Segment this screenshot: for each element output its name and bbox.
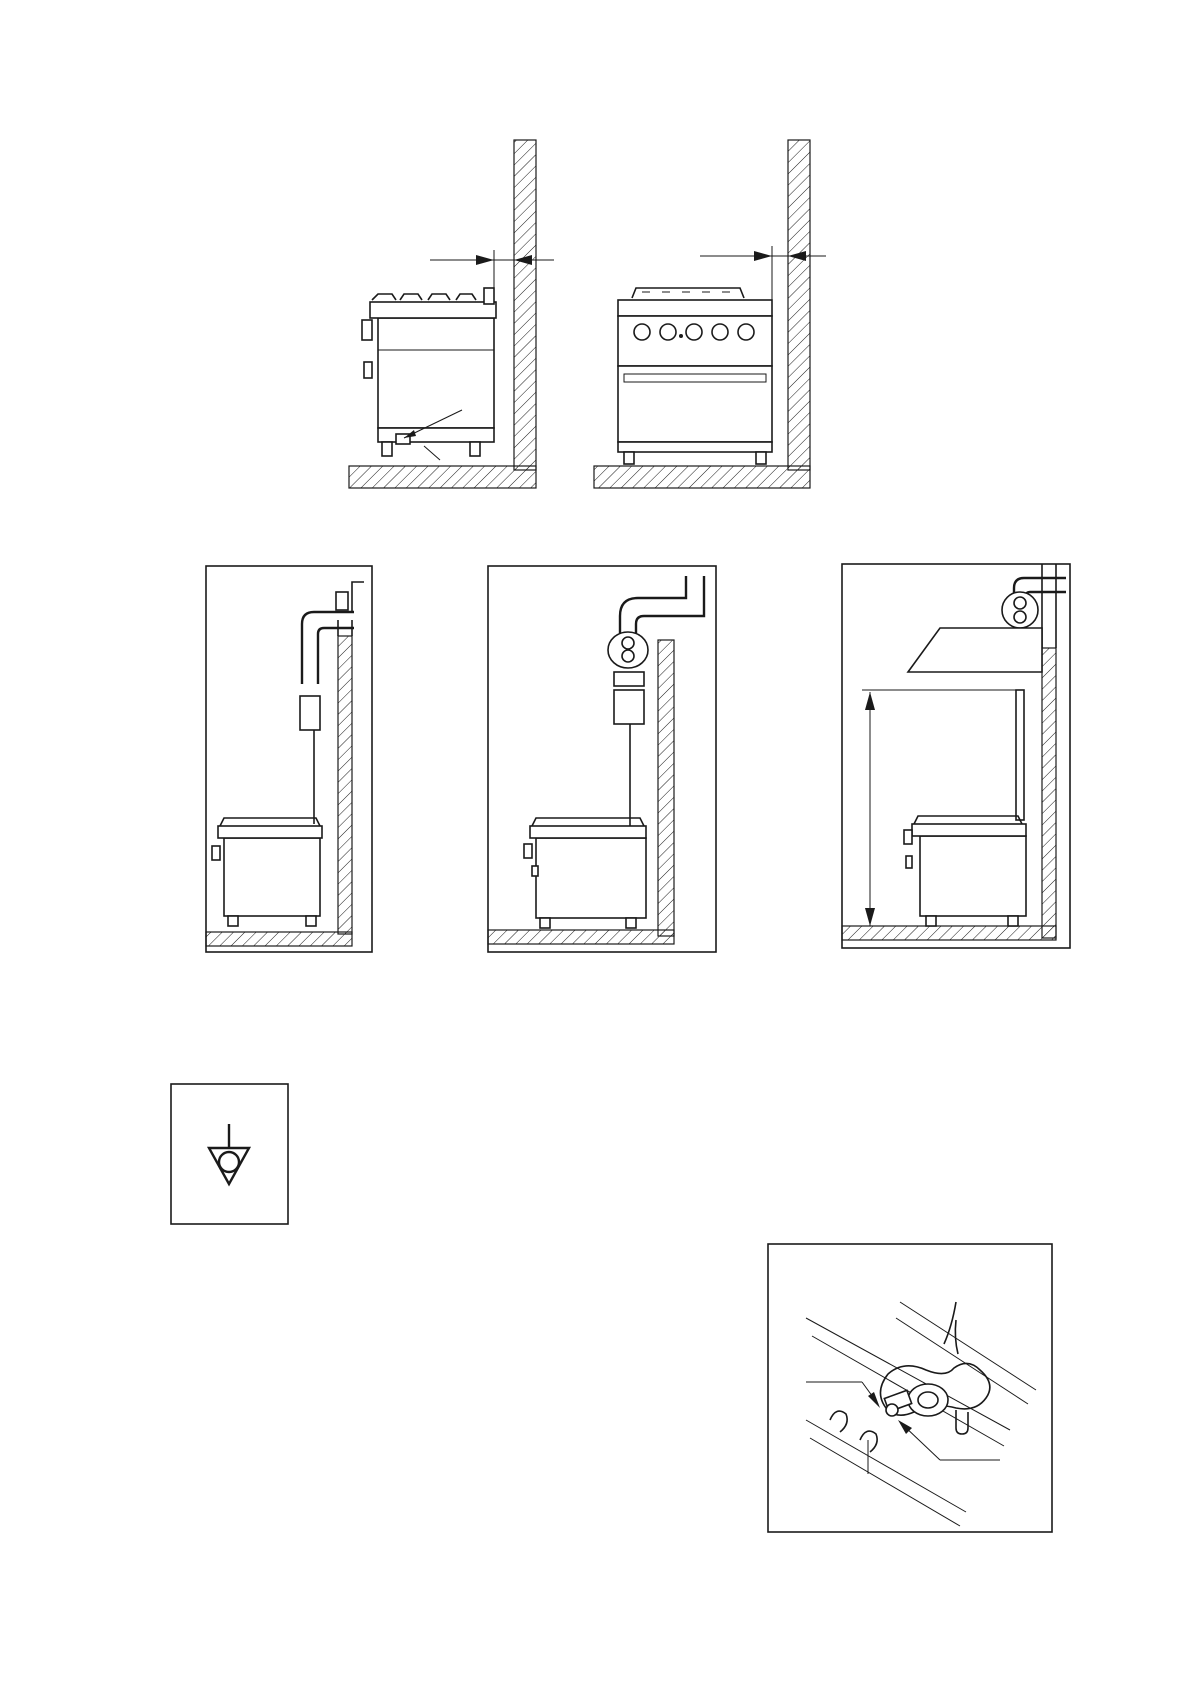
wall — [1042, 648, 1056, 938]
cooker-front — [618, 288, 772, 464]
wall — [788, 140, 810, 470]
cooker — [524, 818, 646, 928]
floor — [594, 466, 810, 488]
ventilation-extractor-hood — [842, 564, 1070, 948]
equipotential-bonding-icon — [171, 1084, 288, 1224]
cooker — [904, 816, 1026, 926]
floor — [206, 932, 352, 946]
ventilation-direct-flue — [206, 566, 372, 952]
floor — [488, 930, 674, 944]
cooker-side — [362, 288, 496, 460]
extractor-hood — [908, 628, 1042, 672]
floor — [842, 926, 1056, 940]
wall — [658, 640, 674, 936]
gas-tap-detail — [768, 1244, 1052, 1532]
cooker — [212, 818, 322, 926]
wall — [514, 140, 536, 470]
floor — [349, 466, 536, 488]
clearance-side-view — [349, 140, 554, 488]
ventilation-flue-with-fan — [488, 566, 716, 952]
clearance-front-view — [594, 140, 826, 488]
wall — [338, 636, 352, 934]
